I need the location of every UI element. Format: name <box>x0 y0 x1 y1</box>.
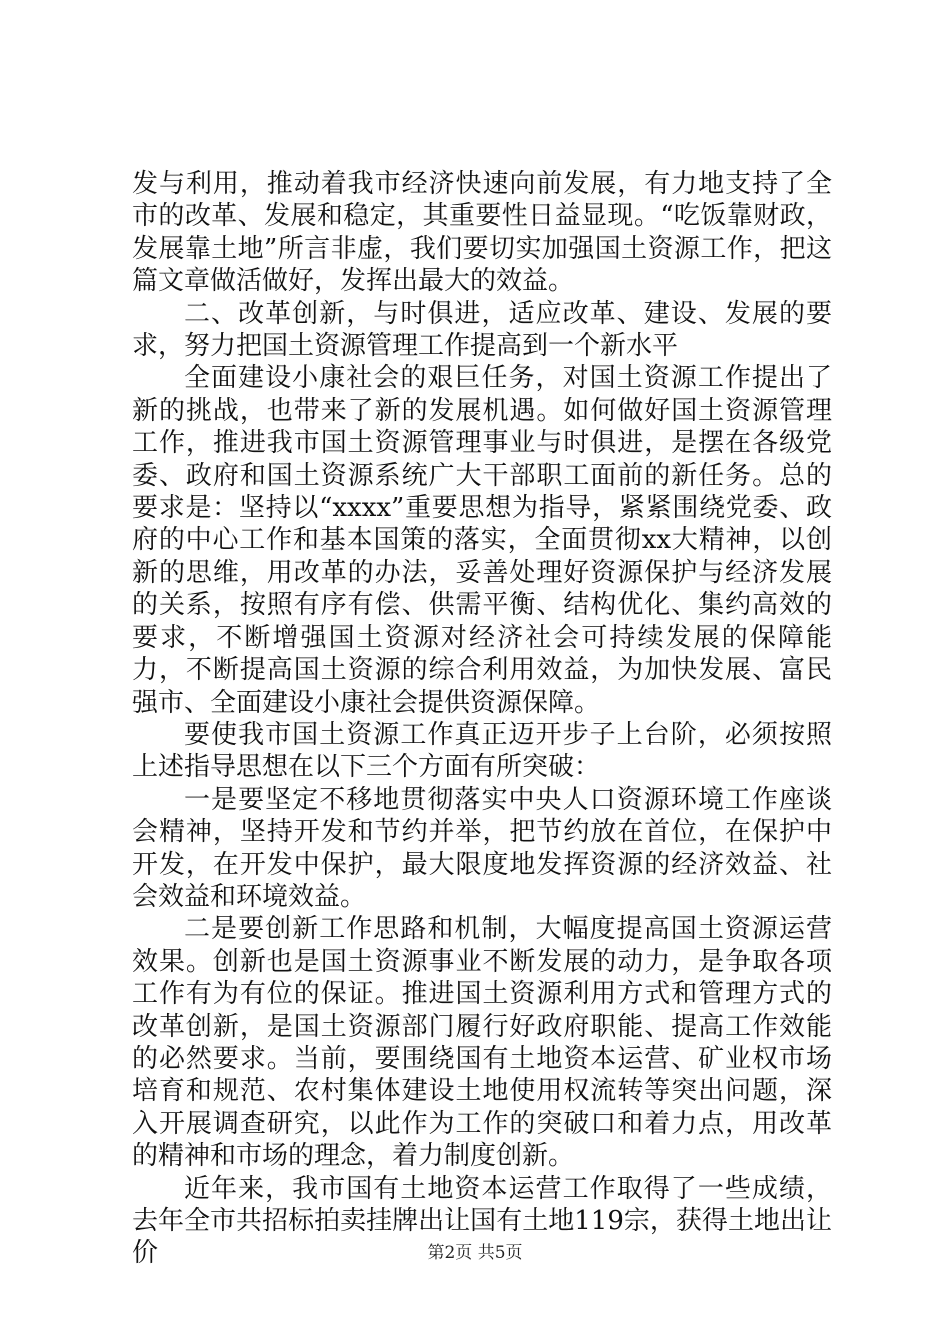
paragraph: 要使我市国土资源工作真正迈开步子上台阶，必须按照上述指导思想在以下三个方面有所突破： <box>132 719 832 783</box>
paragraph-continuation: 发与利用，推动着我市经济快速向前发展，有力地支持了全市的改革、发展和稳定，其重要性日益显现。“吃饭靠财政，发展靠土地”所言非虚，我们要切实加强国土资源工作，把这篇文章做活做好，发挥出最大的效益。 <box>132 169 832 297</box>
paragraph: 二是要创新工作思路和机制，大幅度提高国土资源运营效果。创新也是国土资源事业不断发展的动力，是争取各项工作有为有位的保证。推进国土资源利用方式和管理方式的改革创新，是国土资源部门履行好政府职能、提高工作效能的必然要求。当前，要围绕国有土地资本运营、矿业权市场培育和规范、农村集体建设土地使用权流转等突出问题，深入开展调查研究，以此作为工作的突破口和着力点，用改革的精神和市场的理念，着力制度创新。 <box>132 914 832 1172</box>
document-body <box>132 168 832 1270</box>
paragraph: 近年来，我市国有土地资本运营工作取得了一些成绩，去年全市共招标拍卖挂牌出让国有土地119宗，获得土地出让价 <box>132 1173 832 1269</box>
section-heading: 二、改革创新，与时俱进，适应改革、建设、发展的要求，努力把国土资源管理工作提高到一个新水平 <box>132 298 832 362</box>
page-footer: 第2页 共5页 <box>427 1243 523 1263</box>
paragraph: 全面建设小康社会的艰巨任务，对国土资源工作提出了新的挑战，也带来了新的发展机遇。如何做好国土资源管理工作，推进我市国土资源管理事业与时俱进，是摆在各级党委、政府和国土资源系统广大干部职工面前的新任务。总的要求是：坚持以“xxxx”重要思想为指导，紧紧围绕党委、政府的中心工作和基本国策的落实，全面贯彻xx大精神，以创新的思维，用改革的办法，妥善处理好资源保护与经济发展的关系，按照有序有偿、供需平衡、结构优化、集约高效的要求，不断增强国土资源对经济社会可持续发展的保障能力，不断提高国土资源的综合利用效益，为加快发展、富民强市、全面建设小康社会提供资源保障。 <box>132 363 832 718</box>
paragraph: 一是要坚定不移地贯彻落实中央人口资源环境工作座谈会精神，坚持开发和节约并举，把节约放在首位，在保护中开发，在开发中保护，最大限度地发挥资源的经济效益、社会效益和环境效益。 <box>132 784 832 912</box>
